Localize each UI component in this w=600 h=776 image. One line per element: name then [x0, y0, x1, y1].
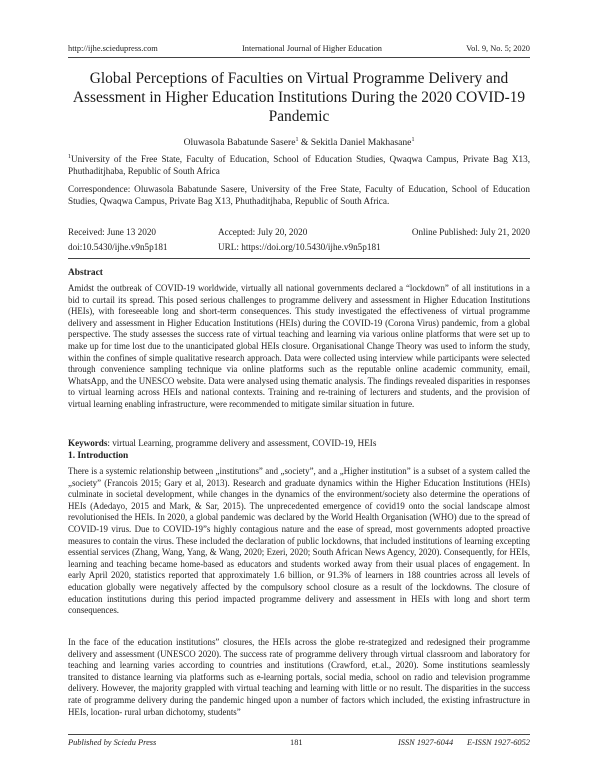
body-paragraph: In the face of the education institutions” closures, the HEIs across the globe re-strategized and redesigned their programme delivery and assessment (UNESCO 2020). The success rate of programme delivery through virtual classroom and laboratory for teaching and learning varies according to countries and institutions (Crawford, et.al., 2020). Some institutions seamlessly transited to distance learning via platforms such as e-learning portals, social media, school on radio and television programme delivery. However, the majority grappled with virtual teaching and learning with little or no result. The disparities in the success rate of programme delivery during the pandemic hinged upon a number of factors which included, the existing infrastructure in HEIs, location- rural urban dichotomy, students”	[68, 637, 530, 717]
affiliation-marker: 1	[295, 137, 299, 143]
abstract-heading: Abstract	[68, 268, 103, 278]
running-header	[68, 44, 530, 53]
section-divider	[68, 258, 530, 259]
abstract-text: Amidst the outbreak of COVID-19 worldwide, virtually all national governments declared a “lockdown” of all institutions in a bid to curtail its spread. This posed serious challenges to programme delivery and assessment in Higher Education Institutions (HEIs), with foreseeable long and short-term consequences. This study investigated the effectiveness of virtual programme delivery and assessment in Higher Education Institutions (HEIs) during the COVID-19 (Corona Virus) pandemic, from a global perspective. The study assesses the success rate of virtual teaching and learning via various online platforms that were set up to make up for time lost due to the unanticipated global HEIs closure. Organisational Change Theory was used to inform the study, within the confines of simple qualitative research approach. Data were collected using interview while participants were selected through convenience sampling technique via online platforms such as the reputable online academic community, email, WhatsApp, and the UNESCO website. Data were analysed using thematic analysis. The findings revealed disparities in responses to virtual learning across HEIs and national contexts. Training and re-training of lecturers and students, and the provision of virtual learning enabling infrastructure, were recommended to mitigate similar situation in future.	[68, 283, 530, 409]
keywords-text: : virtual Learning, programme delivery and assessment, COVID-19, HEIs	[107, 438, 377, 448]
header-divider	[68, 57, 530, 58]
keywords-label: Keywords	[68, 438, 108, 448]
doi-url[interactable]: URL: https://doi.org/10.5430/ijhe.v9n5p181	[218, 242, 381, 252]
doi[interactable]: doi:10.5430/ijhe.v9n5p181	[68, 242, 168, 252]
published-date: Online Published: July 21, 2020	[411, 227, 530, 237]
correspondence: Correspondence: Oluwasola Babatunde Sasere, University of the Free State, Faculty of Education, School of Education Studies, Qwaqwa Campus, Private Bag X13, Phuthaditjhaba, Republic of South Africa.	[68, 184, 530, 207]
eissn: E-ISSN 1927-6052	[466, 738, 530, 747]
author-name: Sekitla Daniel Makhasane	[310, 137, 412, 149]
affiliation	[68, 151, 530, 178]
affiliation-marker: 1	[411, 137, 415, 143]
accepted-date: Accepted: July 20, 2020	[218, 227, 308, 237]
footer-divider	[68, 734, 530, 735]
volume-info: Vol. 9, No. 5; 2020	[466, 44, 530, 53]
body-paragraph: There is a systemic relationship between „institutions” and „society”, and a „Higher institution” is a subset of a system called the „society” (Francois 2015; Gary et al, 2013). Research and graduate dynamics within the Higher Education Institutions (HEIs) culminate in societal development, while changes in the dynamics of the environment/society also determine the operations of HEIs (Adedayo, 2015 and Mark, & Sar, 2015). The unprecedented emergence of covid19 onto the social landscape almost revolutionised the HEIs. In 2020, a global pandemic was declared by the World Health Organisation (WHO) due to the spread of COVID-19 virus. Due to COVID-19”s highly contagious nature and the ease of spread, most governments adopted proactive measures to contain the virus. These included the declaration of public lockdowns, that included institutions of learning excepting essential services (Zhang, Wang, Yang, & Wang, 2020; Ezeri, 2020; South African News Agency, 2020). Consequently, for HEIs, learning and teaching became home-based as educators and students worked away from their usual places of engagement. In early April 2020, statistics reported that approximately 1.6 billion, or 91.3% of learners in 188 countries across all levels of education globally were negatively affected by the compulsory school closure as a result of the lockdowns. The closure of education institutions during this period impacted programme delivery and assessment in HEIs with long and short term consequences.	[68, 466, 530, 616]
journal-url[interactable]: http://ijhe.sciedupress.com	[68, 44, 158, 53]
publisher: Published by Sciedu Press	[68, 738, 157, 747]
author-separator: &	[298, 137, 311, 149]
article-title: Global Perceptions of Faculties on Virtual Programme Delivery and Assessment in Higher Education Institutions During the 2020 COVID-19 Pandemic	[72, 70, 526, 125]
issn: ISSN 1927-6044	[398, 738, 454, 747]
keywords	[68, 437, 530, 449]
journal-name: International Journal of Higher Education	[241, 44, 382, 53]
author-name: Oluwasola Babatunde Sasere	[183, 137, 296, 149]
page-number: 181	[290, 738, 303, 747]
author-line	[68, 137, 530, 148]
received-date: Received: June 13 2020	[68, 227, 157, 237]
section-heading: 1. Introduction	[68, 451, 129, 461]
affiliation-text: University of the Free State, Faculty of Education, School of Education Studies, Qwaqwa Campus, Private Bag X13, Phuthaditjhaba, Republic of South Africa	[68, 154, 530, 177]
affiliation-marker: 1	[68, 154, 71, 160]
